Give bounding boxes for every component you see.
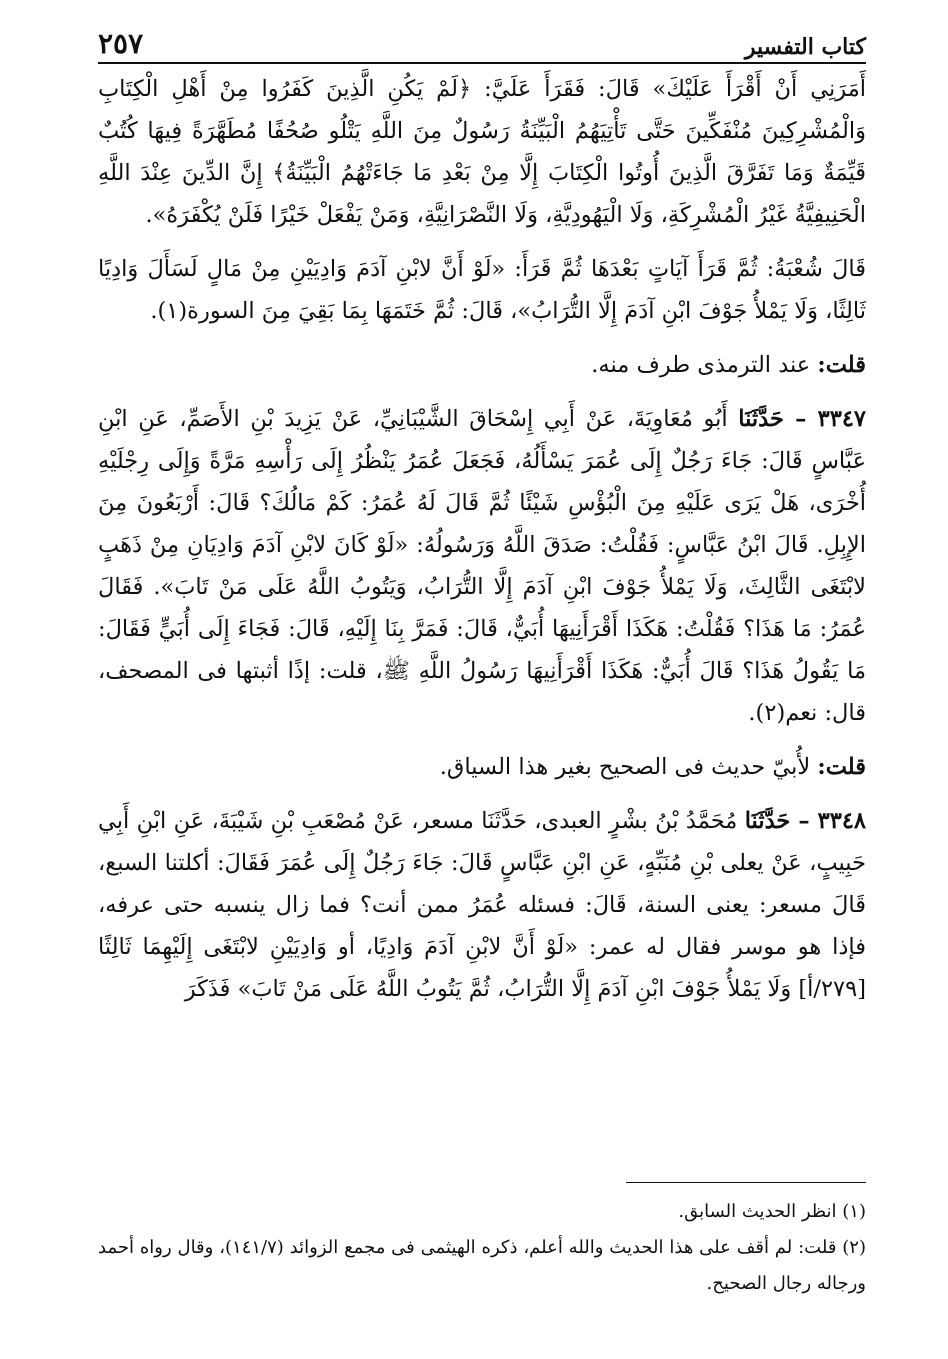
footnote-divider [626, 1182, 866, 1183]
paragraph-shuba: قَالَ شُعْبَةُ: ثُمَّ قَرَأَ آيَاتٍ بَعْدَهَا ثُمَّ قَرَأَ: «لَوْ أَنَّ لابْنِ آدَمَ وَادِيَيْنِ مِنْ مَالٍ لَسَأَلَ وَادِيًا ثَالِثًا، وَلَا يَمْلأُ جَوْفَ ابْنِ آدَمَ إِلَّا التُّرَابُ»، قَالَ: ثُمَّ خَتَمَهَا بِمَا بَقِيَ مِنَ السورة(١). [98, 256, 866, 324]
chapter-title: كتاب التفسير [744, 34, 866, 60]
paragraph-note-ubayy [98, 746, 866, 788]
page-number: ٢٥٧ [98, 27, 144, 60]
note-text: لأُبيّ حديث فى الصحيح بغير هذا السياق. [439, 754, 818, 780]
hadith-text: مُحَمَّدُ بْنُ بشْرٍ العبدى، حَدَّثَنَا مسعر، عَنْ مُصْعَبِ بْنِ شَيْبَةَ، عَنِ ابْنِ أَبِي حَبِيبٍ، عَنْ يعلى بْنِ مُنَبِّهٍ، عَنِ ابْنِ عَبَّاسٍ قَالَ: جَاءَ رَجُلٌ إِلَى عُمَرَ فَقَالَ: أكلتنا السبع، قَالَ مسعر: يعنى السنة، قَالَ: فسئله عُمَرُ ممن أنت؟ فما زال ينسبه حتى عرفه، فإذا هو موسر فقال له عمر: «لَوْ أَنَّ لابْنِ آدَمَ وَادِيًا، أو وَادِيَيْنِ لابْتَغَى إِلَيْهِمَا ثَالِثًا [٢٧٩/أ] وَلَا يَمْلأُ جَوْفَ ابْنِ آدَمَ إِلَّا التُّرَابُ، ثُمَّ يَتُوبُ اللَّهُ عَلَى مَنْ تَابَ» فَذَكَرَ [98, 808, 866, 1002]
hadith-number: ٣٣٤٨ – حَدَّثَنَا [744, 808, 867, 834]
paragraph-quran-reading: أَمَرَنِي أَنْ أَقْرَأَ عَلَيْكَ» قَالَ: فَقَرَأَ عَلَيَّ: ﴿لَمْ يَكُنِ الَّذِينَ كَفَرُوا مِنْ أَهْلِ الْكِتَابِ وَالْمُشْرِكِينَ مُنْفَكِّينَ حَتَّى تَأْتِيَهُمُ الْبَيِّنَةُ رَسُولٌ مِنَ اللَّهِ يَتْلُو صُحُفًا مُطَهَّرَةً فِيهَا كُتُبٌ قَيِّمَةٌ وَمَا تَفَرَّقَ الَّذِينَ أُوتُوا الْكِتَابَ إِلَّا مِنْ بَعْدِ مَا جَاءَتْهُمُ الْبَيِّنَةُ﴾ إِنَّ الدِّينَ عِنْدَ اللَّهِ الْحَنِيفِيَّةُ غَيْرُ الْمُشْرِكَةِ، وَلَا الْيَهُودِيَّةِ، وَلَا النَّصْرَانِيَّةِ، وَمَنْ يَفْعَلْ خَيْرًا فَلَنْ يُكْفَرَهُ». [98, 76, 866, 228]
hadith-3347 [98, 398, 866, 734]
page-header [98, 14, 866, 64]
note-label: قلت: [817, 352, 866, 378]
footnote-1: (١) انظر الحديث السابق. [678, 1201, 866, 1222]
footnotes [98, 1194, 866, 1302]
hadith-number: ٣٣٤٧ – حَدَّثَنَا [738, 406, 867, 432]
hadith-text: أَبُو مُعَاوِيَةَ، عَنْ أَبِي إِسْحَاقَ الشَّيْبَانِيِّ، عَنْ يَزِيدَ بْنِ الأَصَمِّ، عَنِ ابْنِ عَبَّاسٍ قَالَ: جَاءَ رَجُلٌ إِلَى عُمَرَ يَسْأَلُهُ، فَجَعَلَ عُمَرُ يَنْظُرُ إِلَى رَأْسِهِ مَرَّةً وَإِلَى رِجْلَيْهِ أُخْرَى، هَلْ يَرَى عَلَيْهِ مِنَ الْبُؤْسِ شَيْئًا ثُمَّ قَالَ لَهُ عُمَرُ: كَمْ مَالُكَ؟ قَالَ: أَرْبَعُونَ مِنَ الإِبِلِ. قَالَ ابْنُ عَبَّاسٍ: فَقُلْتُ: صَدَقَ اللَّهُ وَرَسُولُهُ: «لَوْ كَانَ لابْنِ آدَمَ وَادِيَانِ مِنْ ذَهَبٍ لابْتَغَى الثَّالِثَ، وَلَا يَمْلأُ جَوْفَ ابْنِ آدَمَ إِلَّا التُّرَابُ، وَيَتُوبُ اللَّهُ عَلَى مَنْ تَابَ». فَقَالَ عُمَرُ: مَا هَذَا؟ فَقُلْتُ: هَكَذَا أَقْرَأَنِيهَا أُبَيٌّ، قَالَ: فَمَرَّ بِنَا إِلَيْهِ، قَالَ: فَجَاءَ إِلَى أُبَيٍّ فَقَالَ: مَا يَقُولُ هَذَا؟ قَالَ أُبَيٌّ: هَكَذَا أَقْرَأَنِيهَا رَسُولُ اللَّهِ ﷺ، قلت: إذًا أثبتها فى المصحف، قال: نعم(٢). [98, 406, 866, 726]
paragraph-note-tirmidhi [98, 344, 866, 386]
hadith-3348 [98, 800, 866, 1010]
note-text: عند الترمذى طرف منه. [591, 352, 818, 378]
note-label: قلت: [817, 754, 866, 780]
footnote-2: (٢) قلت: لم أقف على هذا الحديث والله أعلم، ذكره الهيثمى فى مجمع الزوائد (١٤١/٧)، وقال رواه أحمد ورجاله رجال الصحيح. [98, 1237, 866, 1294]
